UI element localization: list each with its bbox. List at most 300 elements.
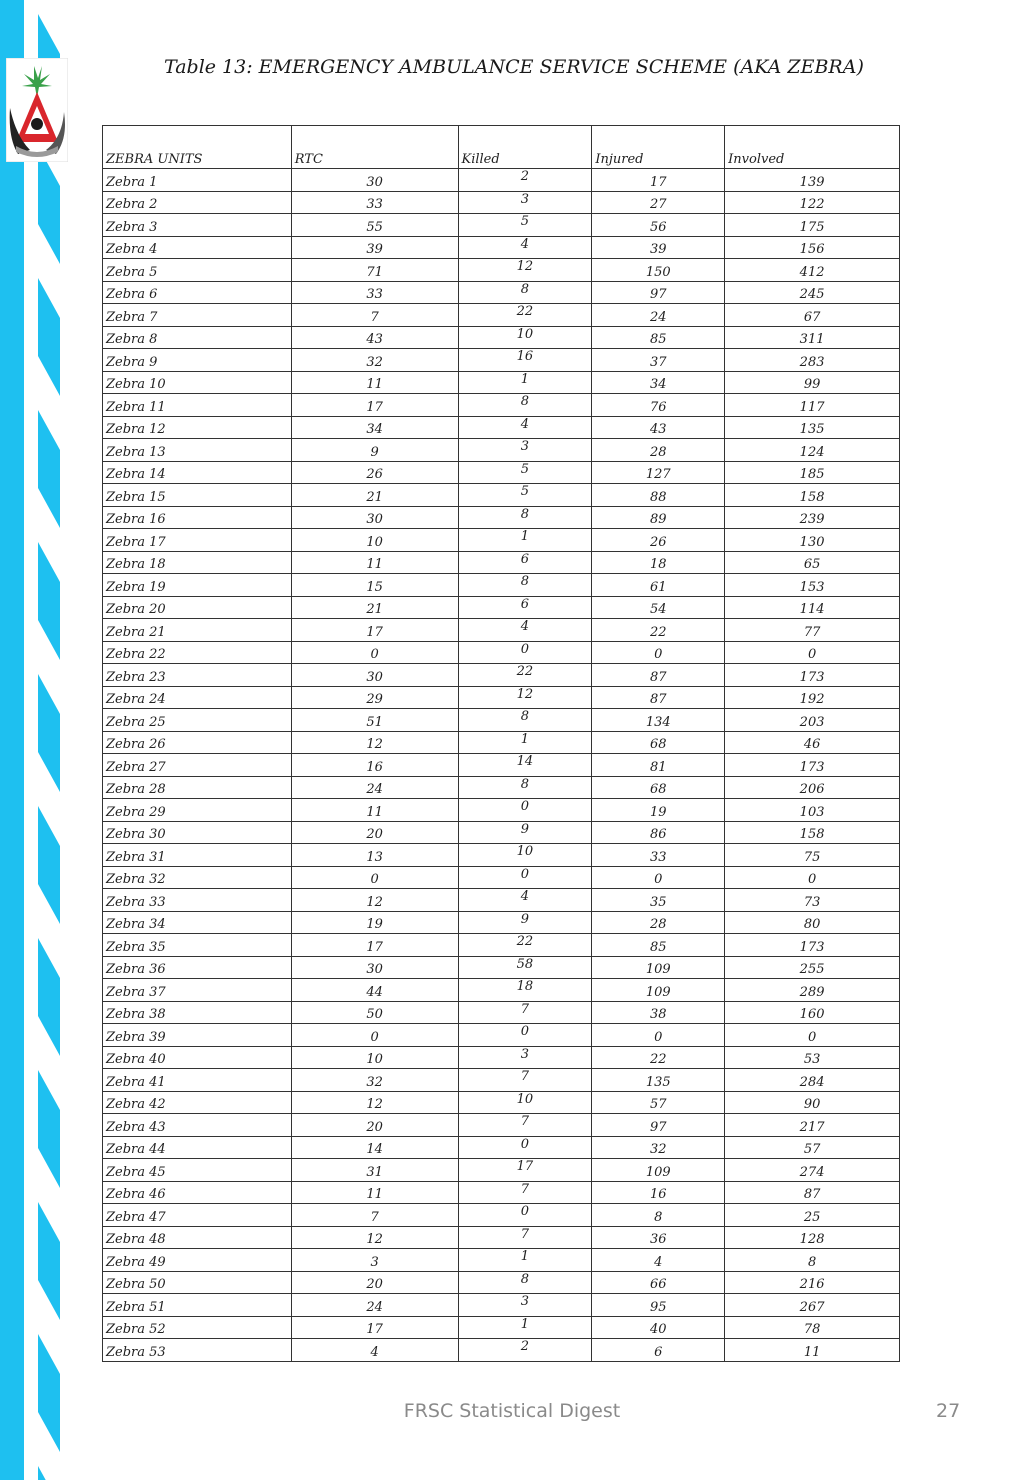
involved-cell: 80: [725, 911, 900, 934]
injured-cell: 0: [592, 866, 725, 889]
table-row: [103, 371, 900, 394]
unit-cell: Zebra 14: [103, 461, 292, 484]
unit-cell: Zebra 7: [103, 304, 292, 327]
unit-cell: Zebra 34: [103, 911, 292, 934]
injured-cell: 24: [592, 304, 725, 327]
table-row: [103, 1024, 900, 1047]
injured-cell: 76: [592, 394, 725, 417]
table-row: [103, 1136, 900, 1159]
rtc-cell: 17: [291, 619, 458, 642]
table-row: [103, 1069, 900, 1092]
rtc-cell: 43: [291, 326, 458, 349]
unit-cell: Zebra 45: [103, 1159, 292, 1182]
killed-cell: 12: [458, 259, 592, 282]
killed-cell: 3: [458, 1294, 592, 1317]
injured-cell: 35: [592, 889, 725, 912]
unit-cell: Zebra 42: [103, 1091, 292, 1114]
involved-cell: 0: [725, 641, 900, 664]
rtc-cell: 13: [291, 844, 458, 867]
unit-cell: Zebra 11: [103, 394, 292, 417]
killed-cell: 7: [458, 1001, 592, 1024]
column-header-killed: Killed: [458, 126, 592, 169]
unit-cell: Zebra 50: [103, 1271, 292, 1294]
injured-cell: 34: [592, 371, 725, 394]
unit-cell: Zebra 38: [103, 1001, 292, 1024]
unit-cell: Zebra 23: [103, 664, 292, 687]
involved-cell: 114: [725, 596, 900, 619]
killed-cell: 17: [458, 1159, 592, 1182]
killed-cell: 8: [458, 281, 592, 304]
killed-cell: 4: [458, 619, 592, 642]
table-row: [103, 1271, 900, 1294]
table-row: [103, 506, 900, 529]
involved-cell: 158: [725, 484, 900, 507]
rtc-cell: 34: [291, 416, 458, 439]
involved-cell: 139: [725, 169, 900, 192]
involved-cell: 153: [725, 574, 900, 597]
table-row: [103, 776, 900, 799]
unit-cell: Zebra 20: [103, 596, 292, 619]
rtc-cell: 12: [291, 731, 458, 754]
table-row: [103, 259, 900, 282]
rtc-cell: 11: [291, 371, 458, 394]
unit-cell: Zebra 32: [103, 866, 292, 889]
unit-cell: Zebra 5: [103, 259, 292, 282]
rtc-cell: 30: [291, 664, 458, 687]
rtc-cell: 24: [291, 776, 458, 799]
injured-cell: 68: [592, 731, 725, 754]
table-row: [103, 956, 900, 979]
killed-cell: 8: [458, 574, 592, 597]
unit-cell: Zebra 2: [103, 191, 292, 214]
rtc-cell: 30: [291, 506, 458, 529]
frsc-logo-icon: [6, 58, 68, 162]
involved-cell: 90: [725, 1091, 900, 1114]
involved-cell: 73: [725, 889, 900, 912]
injured-cell: 33: [592, 844, 725, 867]
killed-cell: 22: [458, 664, 592, 687]
table-row: [103, 844, 900, 867]
killed-cell: 6: [458, 551, 592, 574]
table-row: [103, 1204, 900, 1227]
killed-cell: 3: [458, 191, 592, 214]
rtc-cell: 50: [291, 1001, 458, 1024]
injured-cell: 54: [592, 596, 725, 619]
table-row: [103, 1001, 900, 1024]
injured-cell: 89: [592, 506, 725, 529]
killed-cell: 18: [458, 979, 592, 1002]
table-row: [103, 439, 900, 462]
unit-cell: Zebra 52: [103, 1316, 292, 1339]
injured-cell: 150: [592, 259, 725, 282]
involved-cell: 311: [725, 326, 900, 349]
unit-cell: Zebra 30: [103, 821, 292, 844]
killed-cell: 7: [458, 1114, 592, 1137]
involved-cell: 289: [725, 979, 900, 1002]
column-header-involved: Involved: [725, 126, 900, 169]
rtc-cell: 21: [291, 484, 458, 507]
involved-cell: 77: [725, 619, 900, 642]
killed-cell: 0: [458, 799, 592, 822]
involved-cell: 87: [725, 1181, 900, 1204]
injured-cell: 87: [592, 686, 725, 709]
table-row: [103, 934, 900, 957]
unit-cell: Zebra 40: [103, 1046, 292, 1069]
unit-cell: Zebra 44: [103, 1136, 292, 1159]
killed-cell: 1: [458, 731, 592, 754]
injured-cell: 40: [592, 1316, 725, 1339]
injured-cell: 95: [592, 1294, 725, 1317]
injured-cell: 127: [592, 461, 725, 484]
table-row: [103, 281, 900, 304]
involved-cell: 135: [725, 416, 900, 439]
killed-cell: 58: [458, 956, 592, 979]
injured-cell: 0: [592, 1024, 725, 1047]
injured-cell: 22: [592, 1046, 725, 1069]
killed-cell: 22: [458, 304, 592, 327]
injured-cell: 85: [592, 934, 725, 957]
injured-cell: 8: [592, 1204, 725, 1227]
killed-cell: 22: [458, 934, 592, 957]
killed-cell: 12: [458, 686, 592, 709]
killed-cell: 4: [458, 889, 592, 912]
killed-cell: 10: [458, 1091, 592, 1114]
table-header-row: [103, 126, 900, 169]
involved-cell: 0: [725, 1024, 900, 1047]
killed-cell: 1: [458, 529, 592, 552]
table-row: [103, 529, 900, 552]
injured-cell: 81: [592, 754, 725, 777]
injured-cell: 68: [592, 776, 725, 799]
unit-cell: Zebra 35: [103, 934, 292, 957]
rtc-cell: 55: [291, 214, 458, 237]
unit-cell: Zebra 53: [103, 1339, 292, 1362]
table-row: [103, 1159, 900, 1182]
injured-cell: 56: [592, 214, 725, 237]
injured-cell: 0: [592, 641, 725, 664]
injured-cell: 43: [592, 416, 725, 439]
rtc-cell: 0: [291, 1024, 458, 1047]
involved-cell: 53: [725, 1046, 900, 1069]
table-row: [103, 821, 900, 844]
table-row: [103, 866, 900, 889]
table-row: [103, 304, 900, 327]
unit-cell: Zebra 25: [103, 709, 292, 732]
killed-cell: 0: [458, 1136, 592, 1159]
injured-cell: 39: [592, 236, 725, 259]
table-row: [103, 686, 900, 709]
involved-cell: 103: [725, 799, 900, 822]
rtc-cell: 30: [291, 956, 458, 979]
table-row: [103, 1339, 900, 1362]
unit-cell: Zebra 46: [103, 1181, 292, 1204]
involved-cell: 274: [725, 1159, 900, 1182]
killed-cell: 4: [458, 236, 592, 259]
killed-cell: 0: [458, 641, 592, 664]
injured-cell: 97: [592, 1114, 725, 1137]
injured-cell: 16: [592, 1181, 725, 1204]
unit-cell: Zebra 15: [103, 484, 292, 507]
table-row: [103, 551, 900, 574]
table-row: [103, 416, 900, 439]
unit-cell: Zebra 29: [103, 799, 292, 822]
zebra-units-table: [102, 125, 900, 1362]
killed-cell: 1: [458, 1249, 592, 1272]
unit-cell: Zebra 13: [103, 439, 292, 462]
injured-cell: 38: [592, 1001, 725, 1024]
rtc-cell: 12: [291, 1226, 458, 1249]
unit-cell: Zebra 17: [103, 529, 292, 552]
rtc-cell: 4: [291, 1339, 458, 1362]
unit-cell: Zebra 31: [103, 844, 292, 867]
injured-cell: 88: [592, 484, 725, 507]
unit-cell: Zebra 43: [103, 1114, 292, 1137]
involved-cell: 412: [725, 259, 900, 282]
killed-cell: 1: [458, 1316, 592, 1339]
rtc-cell: 3: [291, 1249, 458, 1272]
table-row: [103, 349, 900, 372]
involved-cell: 158: [725, 821, 900, 844]
table-row: [103, 619, 900, 642]
rtc-cell: 17: [291, 394, 458, 417]
rtc-cell: 20: [291, 821, 458, 844]
rtc-cell: 17: [291, 934, 458, 957]
unit-cell: Zebra 6: [103, 281, 292, 304]
killed-cell: 7: [458, 1181, 592, 1204]
involved-cell: 124: [725, 439, 900, 462]
killed-cell: 10: [458, 844, 592, 867]
rtc-cell: 44: [291, 979, 458, 1002]
killed-cell: 3: [458, 1046, 592, 1069]
unit-cell: Zebra 48: [103, 1226, 292, 1249]
footer-text: FRSC Statistical Digest: [403, 1400, 621, 1422]
unit-cell: Zebra 9: [103, 349, 292, 372]
involved-cell: 217: [725, 1114, 900, 1137]
table-row: [103, 214, 900, 237]
table-row: [103, 596, 900, 619]
injured-cell: 57: [592, 1091, 725, 1114]
rtc-cell: 30: [291, 169, 458, 192]
unit-cell: Zebra 24: [103, 686, 292, 709]
unit-cell: Zebra 36: [103, 956, 292, 979]
killed-cell: 5: [458, 214, 592, 237]
involved-cell: 156: [725, 236, 900, 259]
involved-cell: 175: [725, 214, 900, 237]
injured-cell: 109: [592, 956, 725, 979]
injured-cell: 22: [592, 619, 725, 642]
rtc-cell: 7: [291, 304, 458, 327]
rtc-cell: 33: [291, 191, 458, 214]
involved-cell: 173: [725, 754, 900, 777]
killed-cell: 14: [458, 754, 592, 777]
unit-cell: Zebra 4: [103, 236, 292, 259]
injured-cell: 135: [592, 1069, 725, 1092]
killed-cell: 8: [458, 394, 592, 417]
rtc-cell: 16: [291, 754, 458, 777]
rtc-cell: 19: [291, 911, 458, 934]
involved-cell: 75: [725, 844, 900, 867]
injured-cell: 36: [592, 1226, 725, 1249]
unit-cell: Zebra 51: [103, 1294, 292, 1317]
unit-cell: Zebra 26: [103, 731, 292, 754]
killed-cell: 5: [458, 461, 592, 484]
involved-cell: 8: [725, 1249, 900, 1272]
injured-cell: 17: [592, 169, 725, 192]
table-row: [103, 709, 900, 732]
table-row: [103, 731, 900, 754]
injured-cell: 32: [592, 1136, 725, 1159]
rtc-cell: 20: [291, 1114, 458, 1137]
table-row: [103, 1316, 900, 1339]
unit-cell: Zebra 18: [103, 551, 292, 574]
rtc-cell: 12: [291, 889, 458, 912]
killed-cell: 8: [458, 776, 592, 799]
table-body: [103, 169, 900, 1362]
killed-cell: 2: [458, 169, 592, 192]
rtc-cell: 12: [291, 1091, 458, 1114]
unit-cell: Zebra 49: [103, 1249, 292, 1272]
rtc-cell: 32: [291, 1069, 458, 1092]
unit-cell: Zebra 16: [103, 506, 292, 529]
rtc-cell: 11: [291, 799, 458, 822]
killed-cell: 9: [458, 821, 592, 844]
rtc-cell: 51: [291, 709, 458, 732]
involved-cell: 284: [725, 1069, 900, 1092]
involved-cell: 128: [725, 1226, 900, 1249]
rtc-cell: 71: [291, 259, 458, 282]
unit-cell: Zebra 37: [103, 979, 292, 1002]
unit-cell: Zebra 12: [103, 416, 292, 439]
unit-cell: Zebra 22: [103, 641, 292, 664]
unit-cell: Zebra 28: [103, 776, 292, 799]
killed-cell: 0: [458, 866, 592, 889]
unit-cell: Zebra 8: [103, 326, 292, 349]
rtc-cell: 11: [291, 1181, 458, 1204]
involved-cell: 160: [725, 1001, 900, 1024]
killed-cell: 6: [458, 596, 592, 619]
page-title: Table 13: EMERGENCY AMBULANCE SERVICE SCHEME (AKA ZEBRA): [164, 56, 864, 78]
table-row: [103, 979, 900, 1002]
rtc-cell: 20: [291, 1271, 458, 1294]
injured-cell: 6: [592, 1339, 725, 1362]
involved-cell: 25: [725, 1204, 900, 1227]
involved-cell: 130: [725, 529, 900, 552]
table-row: [103, 1091, 900, 1114]
page-number: 27: [936, 1400, 961, 1422]
table-row: [103, 169, 900, 192]
injured-cell: 61: [592, 574, 725, 597]
killed-cell: 5: [458, 484, 592, 507]
injured-cell: 66: [592, 1271, 725, 1294]
unit-cell: Zebra 47: [103, 1204, 292, 1227]
column-header-rtc: RTC: [291, 126, 458, 169]
killed-cell: 10: [458, 326, 592, 349]
killed-cell: 7: [458, 1226, 592, 1249]
table-row: [103, 911, 900, 934]
injured-cell: 37: [592, 349, 725, 372]
involved-cell: 216: [725, 1271, 900, 1294]
unit-cell: Zebra 10: [103, 371, 292, 394]
decorative-side-band: [0, 0, 70, 1480]
rtc-cell: 11: [291, 551, 458, 574]
involved-cell: 57: [725, 1136, 900, 1159]
unit-cell: Zebra 33: [103, 889, 292, 912]
unit-cell: Zebra 41: [103, 1069, 292, 1092]
rtc-cell: 0: [291, 641, 458, 664]
involved-cell: 122: [725, 191, 900, 214]
involved-cell: 283: [725, 349, 900, 372]
injured-cell: 109: [592, 1159, 725, 1182]
injured-cell: 85: [592, 326, 725, 349]
killed-cell: 16: [458, 349, 592, 372]
killed-cell: 1: [458, 371, 592, 394]
table-row: [103, 461, 900, 484]
killed-cell: 0: [458, 1204, 592, 1227]
involved-cell: 78: [725, 1316, 900, 1339]
table-row: [103, 1181, 900, 1204]
table-row: [103, 641, 900, 664]
rtc-cell: 24: [291, 1294, 458, 1317]
involved-cell: 192: [725, 686, 900, 709]
column-header-zebra-units: ZEBRA UNITS: [103, 126, 292, 169]
injured-cell: 97: [592, 281, 725, 304]
rtc-cell: 10: [291, 529, 458, 552]
involved-cell: 173: [725, 664, 900, 687]
injured-cell: 28: [592, 911, 725, 934]
column-header-injured: Injured: [592, 126, 725, 169]
rtc-cell: 15: [291, 574, 458, 597]
injured-cell: 134: [592, 709, 725, 732]
injured-cell: 18: [592, 551, 725, 574]
rtc-cell: 33: [291, 281, 458, 304]
injured-cell: 26: [592, 529, 725, 552]
table-row: [103, 664, 900, 687]
involved-cell: 173: [725, 934, 900, 957]
involved-cell: 46: [725, 731, 900, 754]
involved-cell: 11: [725, 1339, 900, 1362]
rtc-cell: 17: [291, 1316, 458, 1339]
table-row: [103, 1046, 900, 1069]
killed-cell: 7: [458, 1069, 592, 1092]
rtc-cell: 26: [291, 461, 458, 484]
involved-cell: 117: [725, 394, 900, 417]
injured-cell: 19: [592, 799, 725, 822]
killed-cell: 2: [458, 1339, 592, 1362]
table-row: [103, 236, 900, 259]
unit-cell: Zebra 1: [103, 169, 292, 192]
rtc-cell: 10: [291, 1046, 458, 1069]
table-row: [103, 574, 900, 597]
killed-cell: 3: [458, 439, 592, 462]
unit-cell: Zebra 21: [103, 619, 292, 642]
rtc-cell: 39: [291, 236, 458, 259]
table-row: [103, 889, 900, 912]
unit-cell: Zebra 27: [103, 754, 292, 777]
killed-cell: 9: [458, 911, 592, 934]
table-row: [103, 394, 900, 417]
involved-cell: 99: [725, 371, 900, 394]
injured-cell: 109: [592, 979, 725, 1002]
rtc-cell: 9: [291, 439, 458, 462]
rtc-cell: 21: [291, 596, 458, 619]
killed-cell: 8: [458, 506, 592, 529]
involved-cell: 203: [725, 709, 900, 732]
involved-cell: 245: [725, 281, 900, 304]
killed-cell: 0: [458, 1024, 592, 1047]
involved-cell: 267: [725, 1294, 900, 1317]
table-row: [103, 191, 900, 214]
involved-cell: 206: [725, 776, 900, 799]
